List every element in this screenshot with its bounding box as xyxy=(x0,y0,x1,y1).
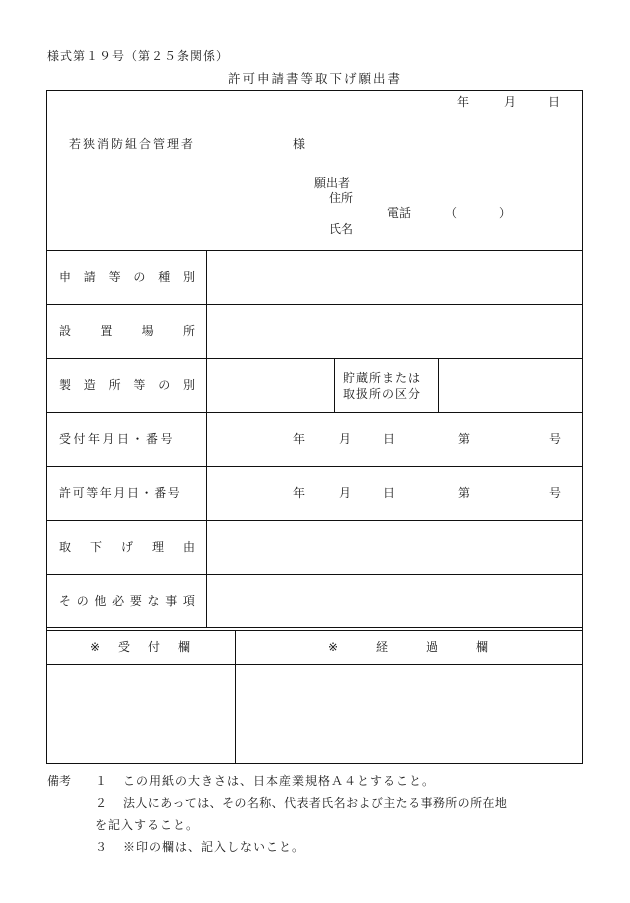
note-indent xyxy=(47,836,95,858)
row-divider xyxy=(46,520,583,521)
column-divider xyxy=(206,250,207,627)
note-text: この用紙の大きさは、日本産業規格Ａ４とすること。 xyxy=(123,774,436,788)
receipt-number: 号 xyxy=(549,432,562,446)
phone-label: 電話 xyxy=(387,206,412,220)
label-facility-type: 製 造 所 等 の 別 xyxy=(59,378,195,392)
label-storage-type-line1: 貯蔵所または xyxy=(343,371,422,385)
note-text: を記入すること。 xyxy=(95,818,200,832)
receipt-no: 第 xyxy=(458,432,471,446)
document-title: 許可申請書等取下げ願出書 xyxy=(227,71,402,86)
column-divider xyxy=(235,630,236,764)
note-number: ３ xyxy=(95,840,108,854)
permit-number: 号 xyxy=(549,486,562,500)
permit-no: 第 xyxy=(458,486,471,500)
row-divider xyxy=(46,412,583,413)
row-divider xyxy=(46,358,583,359)
permit-year: 年 xyxy=(293,486,306,500)
label-other-matters: そ の 他 必 要 な 事 項 xyxy=(59,594,195,608)
phone-parens: （ ） xyxy=(445,206,518,220)
row-divider xyxy=(46,630,583,631)
date-year: 年 xyxy=(457,95,470,109)
progress-column-header: ※ 経 過 欄 xyxy=(328,640,488,654)
applicant-label: 願出者 xyxy=(314,176,351,190)
note-indent xyxy=(47,792,95,814)
notes xyxy=(47,770,507,858)
receipt-day: 日 xyxy=(383,432,396,446)
note-text: 法人にあっては、その名称、代表者氏名および主たる事務所の所在地 xyxy=(123,796,508,810)
address-label: 住所 xyxy=(329,191,354,205)
row-divider xyxy=(46,664,583,665)
form-frame xyxy=(46,90,583,764)
label-installation-location: 設 置 場 所 xyxy=(59,324,195,338)
label-permit-date-number: 許可等年月日・番号 xyxy=(59,486,182,500)
notes-label: 備考 xyxy=(47,774,72,788)
reception-column-header: ※ 受 付 欄 xyxy=(90,640,190,654)
column-divider xyxy=(438,358,439,412)
date-day: 日 xyxy=(548,95,561,109)
receipt-year: 年 xyxy=(293,432,306,446)
row-divider xyxy=(46,627,583,628)
addressee: 若狭消防組合管理者 xyxy=(69,137,196,151)
row-divider xyxy=(46,304,583,305)
column-divider xyxy=(334,358,335,412)
permit-day: 日 xyxy=(383,486,396,500)
honorific: 様 xyxy=(293,137,306,151)
note-text: ※印の欄は、記入しないこと。 xyxy=(123,840,306,854)
label-receipt-date-number: 受付年月日・番号 xyxy=(59,432,176,446)
row-divider xyxy=(46,250,583,251)
row-divider xyxy=(46,574,583,575)
permit-month: 月 xyxy=(339,486,352,500)
label-storage-type-line2: 取扱所の区分 xyxy=(343,387,422,401)
note-number: ２ xyxy=(95,796,108,810)
form-number: 様式第１９号（第２５条関係） xyxy=(47,49,230,63)
receipt-month: 月 xyxy=(339,432,352,446)
name-label: 氏名 xyxy=(329,222,354,236)
label-withdrawal-reason: 取 下 げ 理 由 xyxy=(59,540,195,554)
note-number: １ xyxy=(95,774,108,788)
label-application-type: 申 請 等 の 種 別 xyxy=(59,270,195,284)
row-divider xyxy=(46,466,583,467)
date-month: 月 xyxy=(504,95,517,109)
